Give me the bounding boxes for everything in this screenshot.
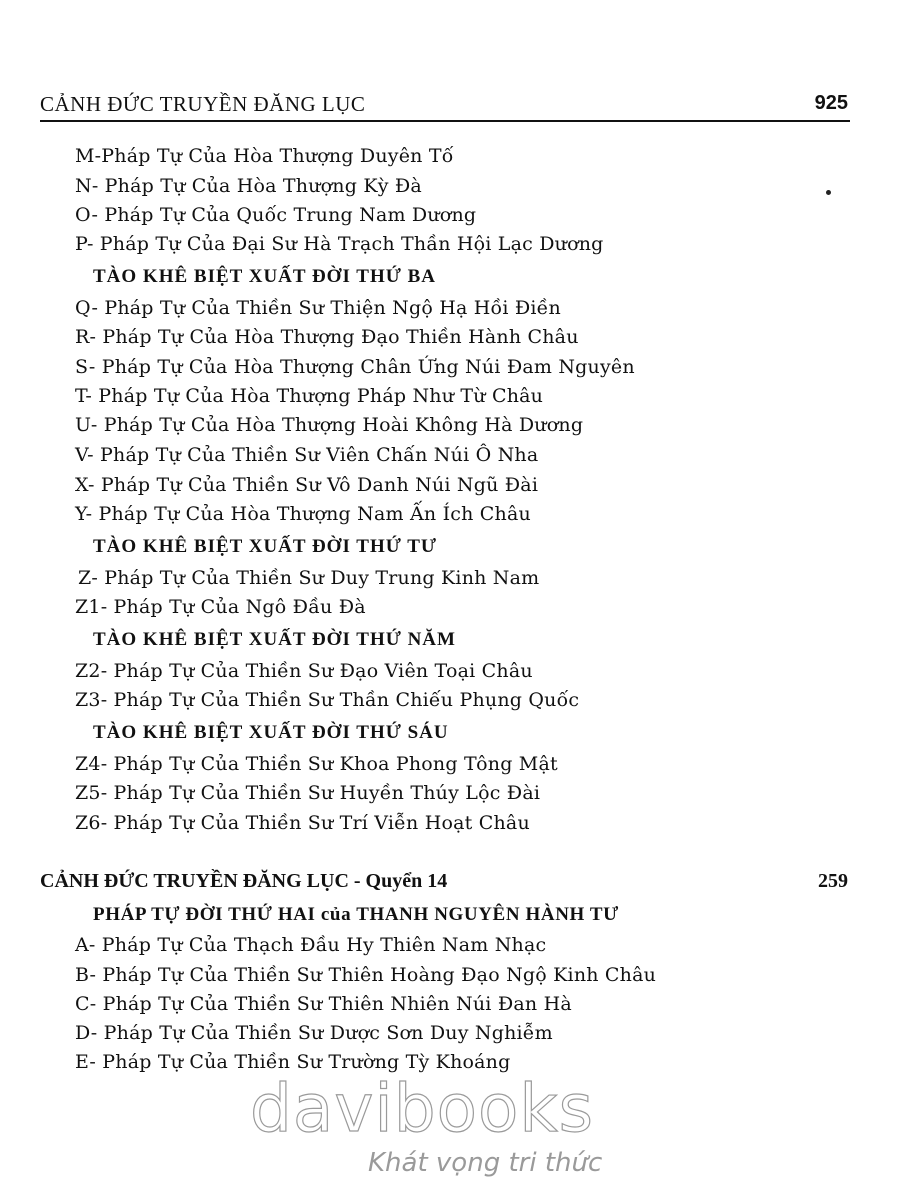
subheading: TÀO KHÊ BIỆT XUẤT ĐỜI THỨ BA	[93, 266, 436, 287]
section-page-number: 259	[818, 870, 848, 892]
watermark-brand: davibooks	[250, 1070, 594, 1147]
stray-dot	[826, 190, 831, 195]
toc-entry: Z5- Pháp Tự Của Thiền Sư Huyền Thúy Lộc Đài	[75, 782, 541, 804]
toc-entry: U- Pháp Tự Của Hòa Thượng Hoài Không Hà Dương	[75, 414, 584, 436]
toc-entry: O- Pháp Tự Của Quốc Trung Nam Dương	[75, 204, 477, 226]
toc-entry: C- Pháp Tự Của Thiền Sư Thiên Nhiên Núi Đan Hà	[75, 993, 572, 1015]
toc-entry: E- Pháp Tự Của Thiền Sư Trường Tỳ Khoáng	[75, 1051, 511, 1073]
section-subtitle: PHÁP TỰ ĐỜI THỨ HAI của THANH NGUYÊN HÀNH TƯ	[93, 904, 619, 925]
running-title: CẢNH ĐỨC TRUYỀN ĐĂNG LỤC	[40, 92, 366, 116]
toc-entry: B- Pháp Tự Của Thiền Sư Thiên Hoàng Đạo Ngộ Kinh Châu	[75, 964, 657, 986]
toc-entry: V- Pháp Tự Của Thiền Sư Viên Chấn Núi Ô Nha	[75, 444, 539, 466]
page-number: 925	[814, 92, 848, 114]
section-heading	[40, 870, 848, 896]
toc-entry: Z- Pháp Tự Của Thiền Sư Duy Trung Kinh Nam	[78, 567, 540, 589]
toc-entry: Y- Pháp Tự Của Hòa Thượng Nam Ấn Ích Châu	[75, 503, 531, 525]
page-header	[40, 92, 850, 122]
toc-entry: T- Pháp Tự Của Hòa Thượng Pháp Như Từ Châu	[75, 385, 544, 407]
toc-entry: P- Pháp Tự Của Đại Sư Hà Trạch Thần Hội Lạc Dương	[75, 233, 604, 255]
toc-entry: S- Pháp Tự Của Hòa Thượng Chân Ứng Núi Đam Nguyên	[75, 356, 635, 378]
toc-entry: Z2- Pháp Tự Của Thiền Sư Đạo Viên Toại Châu	[75, 660, 533, 682]
watermark-slogan: Khát vọng tri thức	[368, 1148, 603, 1178]
toc-entry: Z4- Pháp Tự Của Thiền Sư Khoa Phong Tông Mật	[75, 753, 558, 775]
toc-entry: D- Pháp Tự Của Thiền Sư Dược Sơn Duy Nghiễm	[75, 1022, 553, 1044]
toc-entry: X- Pháp Tự Của Thiền Sư Vô Danh Núi Ngũ Đài	[75, 474, 539, 496]
toc-entry: Z6- Pháp Tự Của Thiền Sư Trí Viễn Hoạt Châu	[75, 812, 530, 834]
toc-entry: N- Pháp Tự Của Hòa Thượng Kỳ Đà	[75, 175, 422, 197]
toc-entry: Z3- Pháp Tự Của Thiền Sư Thần Chiếu Phụng Quốc	[75, 689, 580, 711]
subheading: TÀO KHÊ BIỆT XUẤT ĐỜI THỨ SÁU	[93, 722, 449, 743]
subheading: TÀO KHÊ BIỆT XUẤT ĐỜI THỨ TƯ	[93, 536, 438, 557]
subheading: TÀO KHÊ BIỆT XUẤT ĐỜI THỨ NĂM	[93, 629, 456, 650]
toc-entry: R- Pháp Tự Của Hòa Thượng Đạo Thiền Hành Châu	[75, 326, 579, 348]
toc-entry: A- Pháp Tự Của Thạch Đầu Hy Thiên Nam Nhạc	[75, 934, 547, 956]
toc-entry: M-Pháp Tự Của Hòa Thượng Duyên Tố	[75, 145, 454, 167]
watermark-logo	[250, 1070, 650, 1188]
toc-entry: Q- Pháp Tự Của Thiền Sư Thiện Ngộ Hạ Hồi Điền	[75, 297, 561, 319]
toc-entry: Z1- Pháp Tự Của Ngô Đầu Đà	[75, 596, 366, 618]
section-title: CẢNH ĐỨC TRUYỀN ĐĂNG LỤC - Quyển 14	[40, 870, 448, 892]
